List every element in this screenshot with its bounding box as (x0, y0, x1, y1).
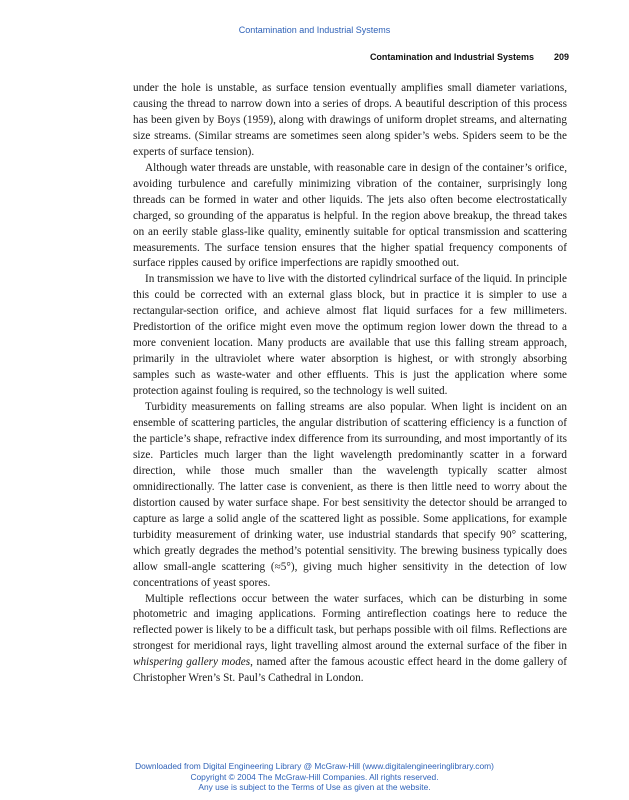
paragraph-5 (133, 592, 567, 688)
footer-copyright: Copyright © 2004 The McGraw-Hill Companies. All rights reserved. (190, 771, 439, 782)
top-chapter-link[interactable]: Contamination and Industrial Systems (238, 25, 391, 35)
footer-terms-link[interactable]: Any use is subject to the Terms of Use as given at the website. (198, 782, 431, 792)
footer-download-link[interactable]: Downloaded from Digital Engineering Library @ McGraw-Hill (www.digitalengineeringlibrary.com) (135, 761, 494, 771)
paragraph-5-end: , named after the famous acoustic effect heard in the dome gallery of Christopher Wren’s St. Paul’s Cathedral in London. (133, 656, 567, 685)
paragraph-5-italic-term: whispering gallery modes (133, 656, 251, 669)
body-text (133, 81, 567, 687)
footer-notice (0, 761, 629, 793)
running-header (370, 52, 569, 62)
paragraph-3: In transmission we have to live with the distorted cylindrical surface of the liquid. In principle this could be corrected with an external glass block, but in practice it is simpler to use a rectangular-section orifice, and achieve almost flat liquid surfaces for a few millimeters. Predistortion of the orifice might even move the optimum region lower down the thread to a more convenient location. Many products are available that use this falling stream approach, primarily in the ultraviolet where water absorption is highest, or with strongly absorbing samples such as waste-water and other effluents. This is just the application where some protection against fouling is required, so the technology is well suited. (133, 273, 567, 398)
paragraph-4: Turbidity measurements on falling streams are also popular. When light is incident on an ensemble of scattering particles, the angular distribution of scattering efficiency is a function of the particle’s shape, refractive index difference from its surrounding, and most importantly of its size. Particles much larger than the light wavelength predominantly scatter in a forward direction, while those much smaller than the wavelength typically scatter almost omnidirectionally. The latter case is convenient, as there is then little need to worry about the distortion caused by water surface shape. For best sensitivity the detector should be arranged to capture as large a solid angle of the scattered light as possible. Some applications, for example turbidity measurement of drinking water, use industrial standards that specify 90° scattering, which greatly degrades the method’s potential sensitivity. The brewing business typically does allow small-angle scattering (≈5°), giving much higher sensitivity in the detection of low concentrations of yeast spores. (133, 401, 567, 589)
paragraph-5-start: Multiple reflections occur between the water surfaces, which can be disturbing in some photometric and imaging applications. Forming antireflection coatings here to reduce the reflected power is likely to be a difficult task, but perhaps possible with oil films. Reflections are strongest for meridional rays, light travelling almost around the external surface of the fiber in (133, 592, 567, 653)
running-title: Contamination and Industrial Systems (369, 52, 534, 62)
page-number: 209 (553, 52, 569, 62)
paragraph-1: under the hole is unstable, as surface tension eventually amplifies small diameter variations, causing the thread to narrow down into a series of drops. A beautiful description of this process has been given by Boys (1959), along with drawings of uniform droplet streams, and alternating size streams. (Similar streams are sometimes seen along spider’s webs. Spiders seem to be the experts of surface tension). (133, 82, 567, 158)
paragraph-2: Although water threads are unstable, with reasonable care in design of the container’s orifice, avoiding turbulence and carefully minimizing vibration of the container, surprisingly long threads can be formed in water and other liquids. The jets also often become electrostatically charged, so grounding of the apparatus is helpful. In the region above breakup, the thread takes on an eerily stable glass-like quality, eminently suitable for optical transmission and scattering measurements. The surface tension ensures that the higher spatial frequency components of surface ripples caused by orifice imperfections are rapidly smoothed out. (133, 161, 567, 270)
